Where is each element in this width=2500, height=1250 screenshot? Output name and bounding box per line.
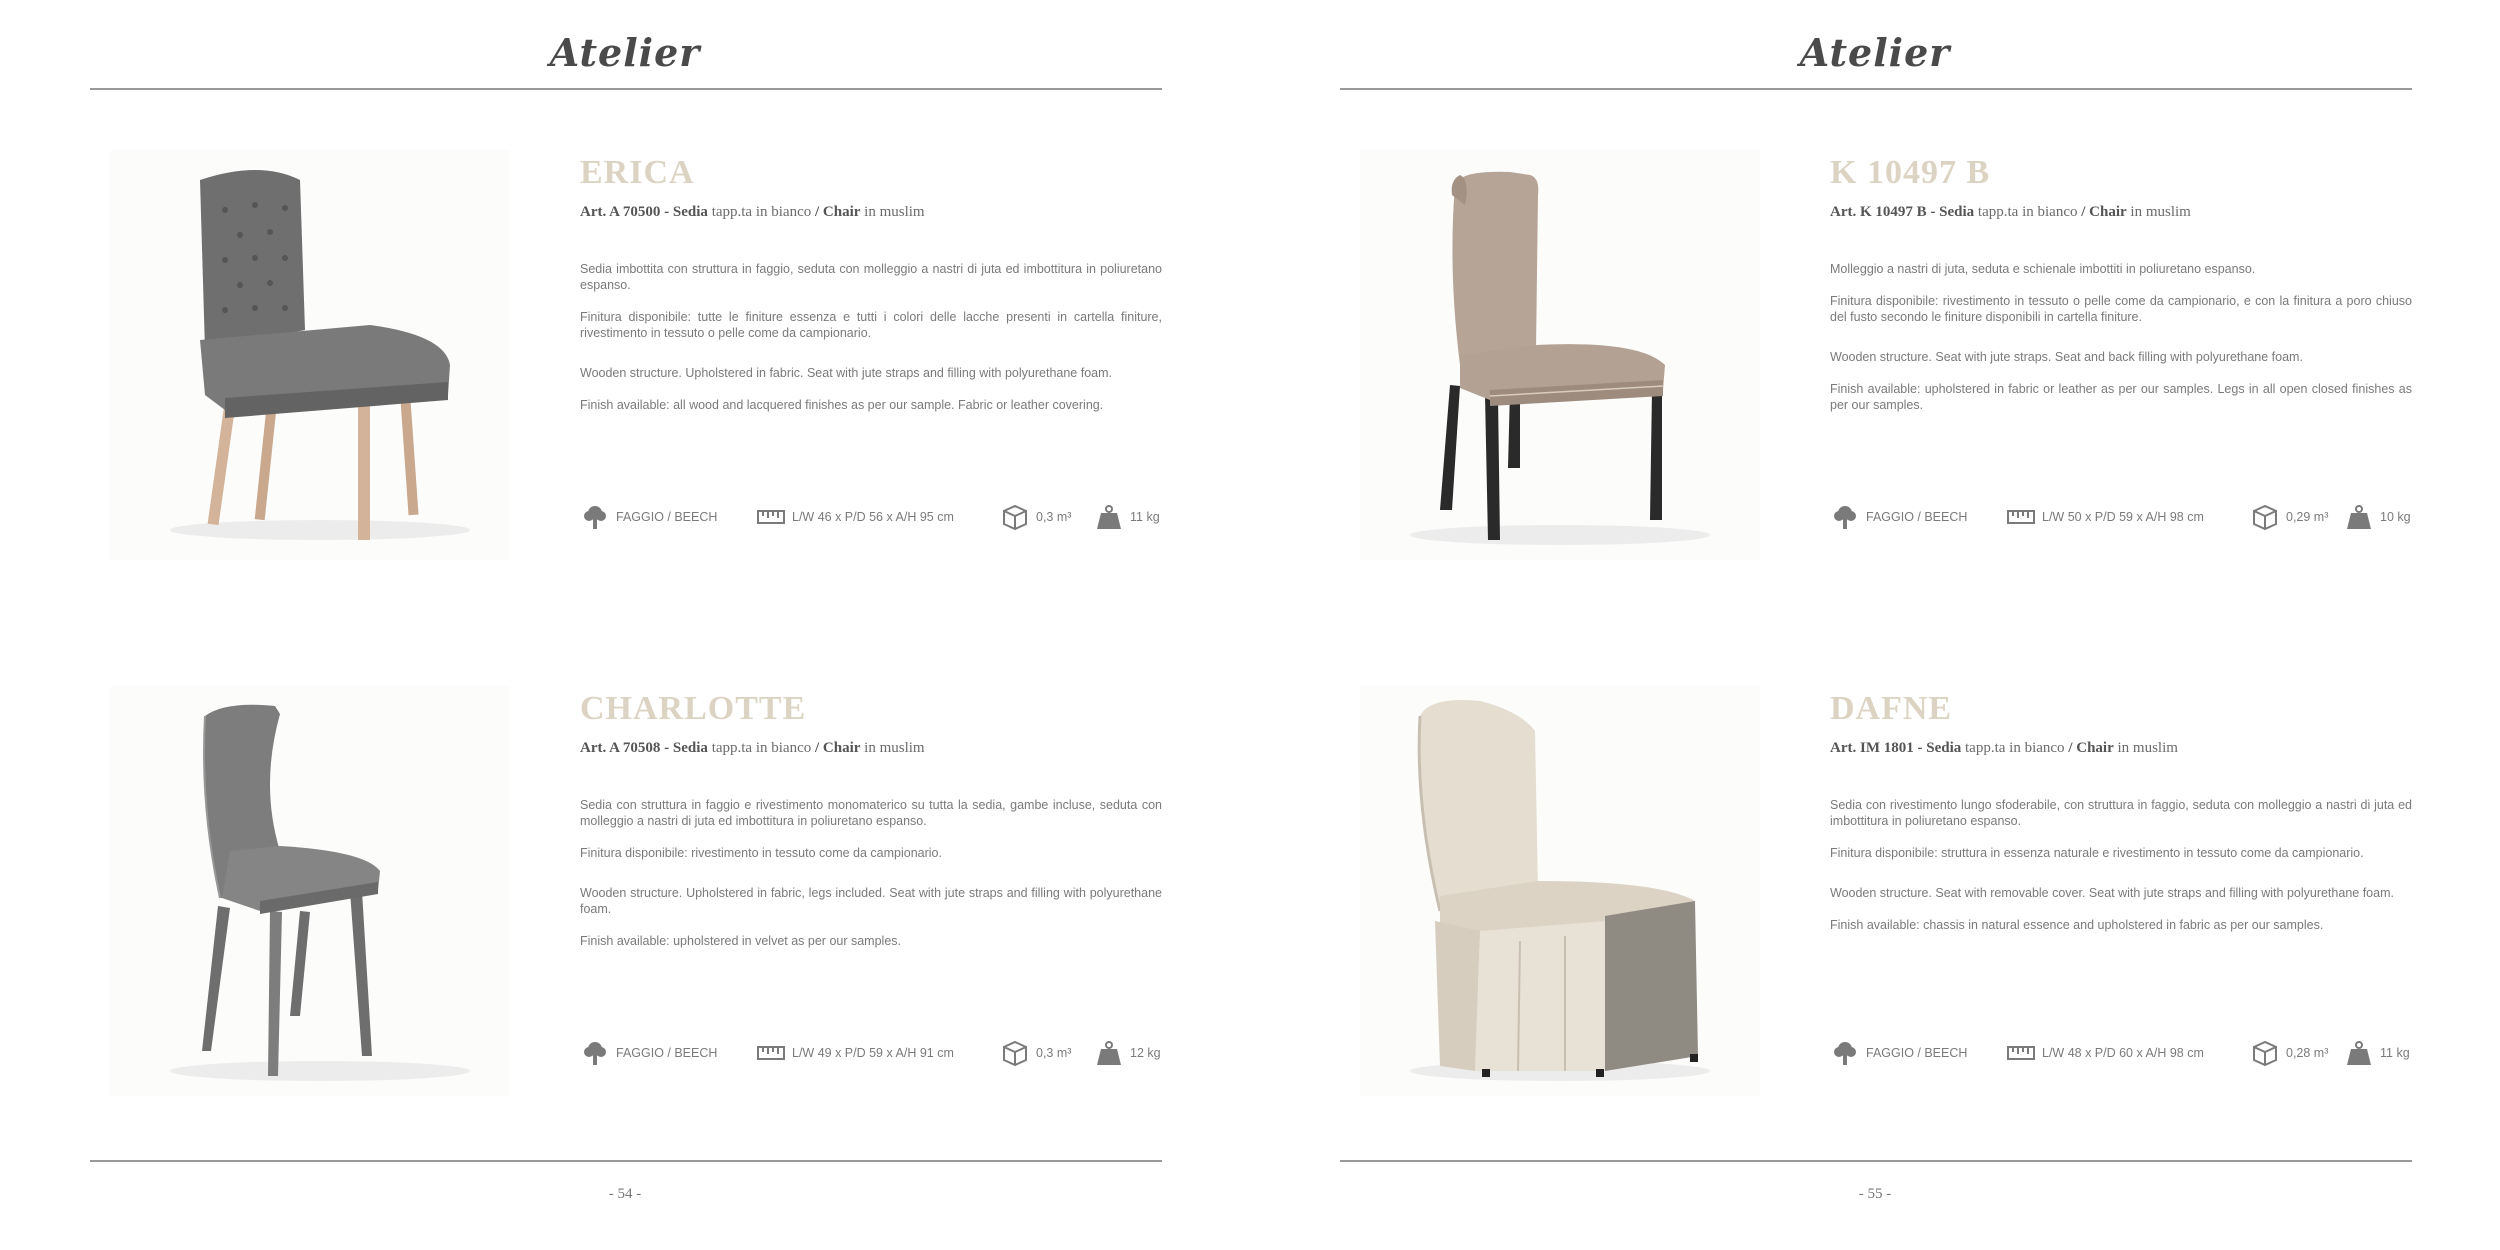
spec-weight: 11 kg [1094,502,1160,532]
spec-wood: FAGGIO / BEECH [580,1038,717,1068]
spec-dimensions: L/W 49 x P/D 59 x A/H 91 cm [756,1038,954,1068]
product-article: Art. A 70500 - Sedia tapp.ta in bianco / Chair in muslim [580,204,925,220]
product-info [580,150,1162,429]
spec-volume: 0,3 m³ [1000,1038,1071,1068]
weight-icon [2344,1038,2374,1068]
description-italian: Sedia con struttura in faggio e rivestimento monomaterico su tutta la sedia, gambe incluse, seduta con molleggio a nastri di juta ed imbottitura in poliuretano espanso. Finitura disponibile: rivestimento in tessuto come da campionario. [580,798,1162,860]
product-card [110,686,1162,1106]
box-icon [1000,502,1030,532]
spec-weight: 10 kg [2344,502,2411,532]
brand-logo: Atelier [549,30,701,75]
page-number: - 54 - [608,1186,642,1202]
page-number: - 55 - [1858,1186,1892,1202]
chair-illustration-tufted [110,150,510,560]
description-italian: Sedia con rivestimento lungo sfoderabile, con struttura in faggio, seduta con molleggio a nastri di juta ed imbottitura in poliuretano espanso. Finitura disponibile: struttura in essenza naturale e rivestimento in tessuto come da campionario. [1830,798,2412,860]
description-english: Wooden structure. Seat with jute straps. Seat and back filling with polyurethane foam. Finish available: upholstered in fabric or leather as per our samples. Legs in all open closed finishes as per our samples. [1830,350,2412,412]
spec-volume: 0,29 m³ [2250,502,2328,532]
tree-icon [580,502,610,532]
product-name: DAFNE [1830,690,1953,727]
spec-wood: FAGGIO / BEECH [580,502,717,532]
ruler-icon [2006,502,2036,532]
chair-illustration-rolled-back [1360,150,1760,560]
weight-icon [1094,1038,1124,1068]
product-specs [1830,502,2412,532]
product-specs [1830,1038,2412,1068]
product-article: Art. A 70508 - Sedia tapp.ta in bianco / Chair in muslim [580,740,925,756]
product-photo [1360,686,1760,1096]
weight-icon [2344,502,2374,532]
product-name: K 10497 B [1830,154,1991,191]
product-specs [580,1038,1162,1068]
tree-icon [580,1038,610,1068]
ruler-icon [2006,1038,2036,1068]
catalog-page-right [1250,0,2500,1250]
tree-icon [1830,1038,1860,1068]
product-article: Art. IM 1801 - Sedia tapp.ta in bianco / Chair in muslim [1830,740,2178,756]
spec-volume: 0,3 m³ [1000,502,1071,532]
product-photo [110,150,510,560]
product-card [1360,686,2412,1106]
product-name: ERICA [580,154,695,191]
box-icon [2250,1038,2280,1068]
header-divider [90,88,1162,90]
product-article: Art. K 10497 B - Sedia tapp.ta in bianco / Chair in muslim [1830,204,2191,220]
header-divider [1340,88,2412,90]
product-photo [1360,150,1760,560]
footer-divider [90,1160,1162,1162]
product-specs [580,502,1162,532]
product-info [580,686,1162,965]
product-info [1830,686,2412,949]
weight-icon [1094,502,1124,532]
description-italian: Molleggio a nastri di juta, seduta e schienale imbottiti in poliuretano espanso. Finitura disponibile: rivestimento in tessuto o pelle come da campionario, e con la finitura a poro chiuso del fusto secondo le finiture disponibili in cartella finiture. [1830,262,2412,324]
spec-weight: 11 kg [2344,1038,2410,1068]
spec-dimensions: L/W 46 x P/D 56 x A/H 95 cm [756,502,954,532]
description-english: Wooden structure. Upholstered in fabric, legs included. Seat with jute straps and filling with polyurethane foam. Finish available: upholstered in velvet as per our samples. [580,886,1162,948]
spec-wood: FAGGIO / BEECH [1830,502,1967,532]
ruler-icon [756,1038,786,1068]
spec-dimensions: L/W 50 x P/D 59 x A/H 98 cm [2006,502,2204,532]
product-info [1830,150,2412,429]
product-card [1360,150,2412,570]
product-photo [110,686,510,1096]
product-card [110,150,1162,570]
brand-logo: Atelier [1799,30,1951,75]
spec-volume: 0,28 m³ [2250,1038,2328,1068]
description-english: Wooden structure. Seat with removable cover. Seat with jute straps and filling with polyurethane foam. Finish available: chassis in natural essence and upholstered in fabric as per our samples. [1830,886,2394,932]
footer-divider [1340,1160,2412,1162]
description-english: Wooden structure. Upholstered in fabric. Seat with jute straps and filling with polyurethane foam. Finish available: all wood and lacquered finishes as per our sample. Fabric or leather covering. [580,366,1112,412]
spec-weight: 12 kg [1094,1038,1161,1068]
description-italian: Sedia imbottita con struttura in faggio, seduta con molleggio a nastri di juta ed imbottitura in poliuretano espanso. Finitura disponibile: tutte le finiture essenza e tutti i colori delle lacche presenti in cartella finiture, rivestimento in tessuto o pelle come da campionario. [580,262,1162,340]
box-icon [2250,502,2280,532]
ruler-icon [756,502,786,532]
chair-illustration-slipcover [1360,686,1760,1096]
tree-icon [1830,502,1860,532]
spec-wood: FAGGIO / BEECH [1830,1038,1967,1068]
box-icon [1000,1038,1030,1068]
product-name: CHARLOTTE [580,690,807,727]
spec-dimensions: L/W 48 x P/D 60 x A/H 98 cm [2006,1038,2204,1068]
chair-illustration-curved-back [110,686,510,1096]
